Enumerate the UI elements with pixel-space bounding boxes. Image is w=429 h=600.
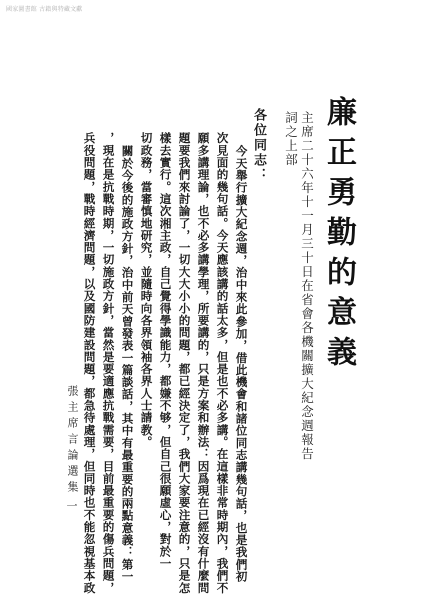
body-line-1: 今天舉行擴大紀念週，治中來此參加，借此機會和諸位同志講幾句話，也是我們初 [234,145,249,583]
body-line-9: 兵役問題，戰時經濟問題，以及國防建設問題，都急待處理，但同時也不能忽視基本政 [82,132,97,594]
body-line-4: 題要我們來討論了，一切大大小小的問題，都已經決定了，我們大家要注意的，只是怎 [177,132,192,594]
speech-title: 廉正勇勤的意義 [321,96,356,376]
body-line-7: 關於今後的施政方針，治中前天曾發表一篇談話，其中有最重要的兩點意義：第一 [120,145,135,583]
body-line-2: 次見面的幾句話。今天應該講的話太多，但是也不必多講。在這樣非常時期內，我們不 [215,132,230,594]
library-watermark: 國家圖書館 古籍與特藏文獻 [6,6,83,13]
page-number: 一 [65,500,78,511]
body-line-5: 樣去實行。這次湘主政，自己覺得學識能力，都嫌不够，但自己很願虛心，對於一 [158,132,173,570]
body-line-3: 願多講理論，也不必多講學理，所要講的，只是方案和辦法：因爲現在已經沒有什麼問 [196,132,211,594]
body-line-8: ，現在是抗戰時期，一切施政方針，當然是要適應抗戰需要，目前最重要的傷兵問題， [101,132,116,594]
speech-subtitle-continued: 詞之上部 [283,111,299,167]
salutation: 各位同志： [251,108,266,183]
speech-subtitle: 主席二十六年十一月三十日在省會各機關擴大紀念週報告 [299,111,315,461]
body-line-6: 切政務，當審慎地研究，並隨時向各界領袖各界人士請教。 [139,132,154,448]
footer-book-title: 張主席言論選集 [66,385,79,497]
